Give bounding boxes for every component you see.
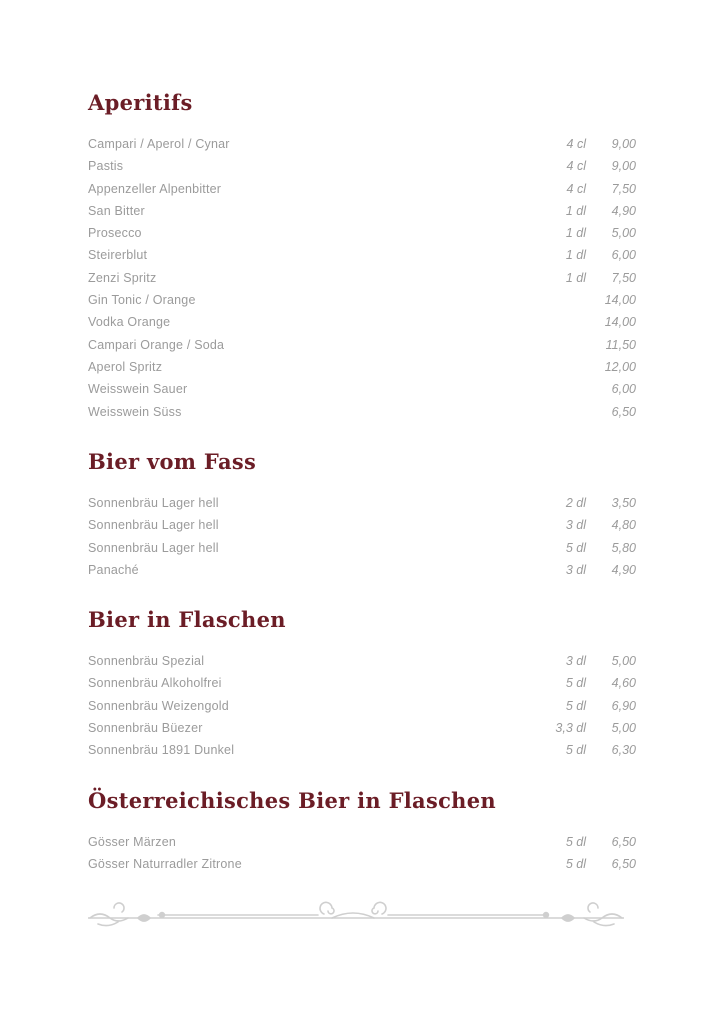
menu-item	[88, 244, 636, 266]
item-price: 4,90	[611, 203, 636, 218]
item-price: 5,00	[611, 654, 636, 668]
item-name: Sonnenbräu Lager hell	[88, 518, 219, 533]
item-price: 5,80	[611, 540, 636, 555]
item-price: 4,80	[611, 518, 636, 533]
menu-item	[88, 559, 636, 581]
menu-item	[88, 155, 636, 177]
scroll-divider-icon	[88, 896, 624, 932]
item-name: San Bitter	[88, 203, 145, 218]
item-volume: 5 dl	[565, 676, 586, 691]
section-oesterreichisches-bier	[88, 788, 636, 876]
item-name: Vodka Orange	[88, 315, 171, 330]
item-price: 11,50	[605, 337, 636, 352]
section-title: Aperitifs	[88, 90, 193, 115]
item-price: 9,00	[611, 159, 636, 174]
item-volume: 5 dl	[565, 835, 586, 849]
item-price: 6,00	[611, 382, 636, 397]
item-list	[88, 492, 636, 581]
item-volume: 5 dl	[565, 698, 586, 713]
section-bier-vom-fass	[88, 449, 636, 581]
item-list	[88, 831, 636, 876]
item-name: Sonnenbräu Weizengold	[88, 698, 229, 713]
item-name: Steirerblut	[88, 248, 148, 263]
item-name: Gin Tonic / Orange	[88, 293, 196, 308]
menu-item	[88, 739, 636, 761]
item-name: Gösser Naturradler Zitrone	[88, 857, 242, 872]
item-name: Zenzi Spritz	[88, 270, 157, 285]
item-price: 4,90	[611, 562, 636, 577]
item-price: 5,00	[611, 226, 636, 241]
item-volume: 4 cl	[566, 137, 586, 151]
item-price: 6,00	[611, 248, 636, 263]
item-price: 6,50	[611, 857, 636, 872]
menu-item	[88, 853, 636, 875]
item-volume: 3,3 dl	[555, 720, 586, 735]
item-price: 7,50	[611, 270, 636, 285]
item-volume: 2 dl	[565, 496, 586, 510]
item-name: Panaché	[88, 562, 139, 577]
menu-item	[88, 356, 636, 378]
section-title: Österreichisches Bier in Flaschen	[88, 788, 496, 813]
item-name: Campari Orange / Soda	[88, 337, 225, 352]
menu-item	[88, 514, 636, 536]
menu-item	[88, 200, 636, 222]
item-name: Weisswein Süss	[88, 404, 182, 419]
item-price: 3,50	[611, 496, 636, 510]
item-volume: 3 dl	[565, 562, 586, 577]
item-name: Aperol Spritz	[88, 359, 163, 374]
item-volume: 5 dl	[565, 743, 586, 758]
item-price: 6,90	[611, 698, 636, 713]
item-volume: 1 dl	[565, 203, 586, 218]
item-name: Campari / Aperol / Cynar	[88, 137, 230, 151]
item-list	[88, 650, 636, 761]
item-name: Sonnenbräu Spezial	[88, 654, 205, 668]
item-name: Sonnenbräu Lager hell	[88, 496, 219, 510]
item-list	[88, 133, 636, 423]
item-volume: 5 dl	[565, 540, 586, 555]
item-price: 6,50	[611, 404, 636, 419]
menu-item	[88, 717, 636, 739]
item-price: 4,60	[611, 676, 636, 691]
menu-item	[88, 492, 636, 514]
section-bier-in-flaschen	[88, 607, 636, 761]
item-price: 14,00	[604, 293, 636, 308]
item-price: 5,00	[611, 720, 636, 735]
item-name: Sonnenbräu 1891 Dunkel	[88, 743, 235, 758]
menu-item	[88, 831, 636, 853]
item-name: Sonnenbräu Büezer	[88, 720, 203, 735]
item-price: 12,00	[604, 359, 636, 374]
item-name: Weisswein Sauer	[88, 382, 188, 397]
menu-item	[88, 401, 636, 423]
item-volume: 4 cl	[566, 181, 586, 196]
menu-item	[88, 289, 636, 311]
item-name: Prosecco	[88, 226, 142, 241]
item-price: 7,50	[611, 181, 636, 196]
menu-item	[88, 650, 636, 672]
item-volume: 1 dl	[565, 226, 586, 241]
item-volume: 5 dl	[565, 857, 586, 872]
menu-item	[88, 672, 636, 694]
menu-item	[88, 537, 636, 559]
item-volume: 3 dl	[565, 518, 586, 533]
menu-item	[88, 133, 636, 155]
section-aperitifs	[88, 90, 636, 423]
item-price: 6,30	[611, 743, 636, 758]
item-name: Gösser Märzen	[88, 835, 177, 849]
item-name: Pastis	[88, 159, 124, 174]
item-volume: 4 cl	[566, 159, 586, 174]
item-price: 14,00	[604, 315, 636, 330]
menu-item	[88, 334, 636, 356]
menu-item	[88, 311, 636, 333]
item-volume: 3 dl	[565, 654, 586, 668]
menu-item	[88, 267, 636, 289]
item-price: 9,00	[611, 137, 636, 151]
section-title: Bier in Flaschen	[88, 607, 286, 632]
item-name: Appenzeller Alpenbitter	[88, 181, 222, 196]
section-title: Bier vom Fass	[88, 449, 257, 474]
menu-item	[88, 222, 636, 244]
menu-item	[88, 178, 636, 200]
item-volume: 1 dl	[565, 270, 586, 285]
menu-item	[88, 378, 636, 400]
menu-item	[88, 695, 636, 717]
item-name: Sonnenbräu Alkoholfrei	[88, 676, 222, 691]
item-volume: 1 dl	[565, 248, 586, 263]
item-name: Sonnenbräu Lager hell	[88, 540, 219, 555]
item-price: 6,50	[611, 835, 636, 849]
